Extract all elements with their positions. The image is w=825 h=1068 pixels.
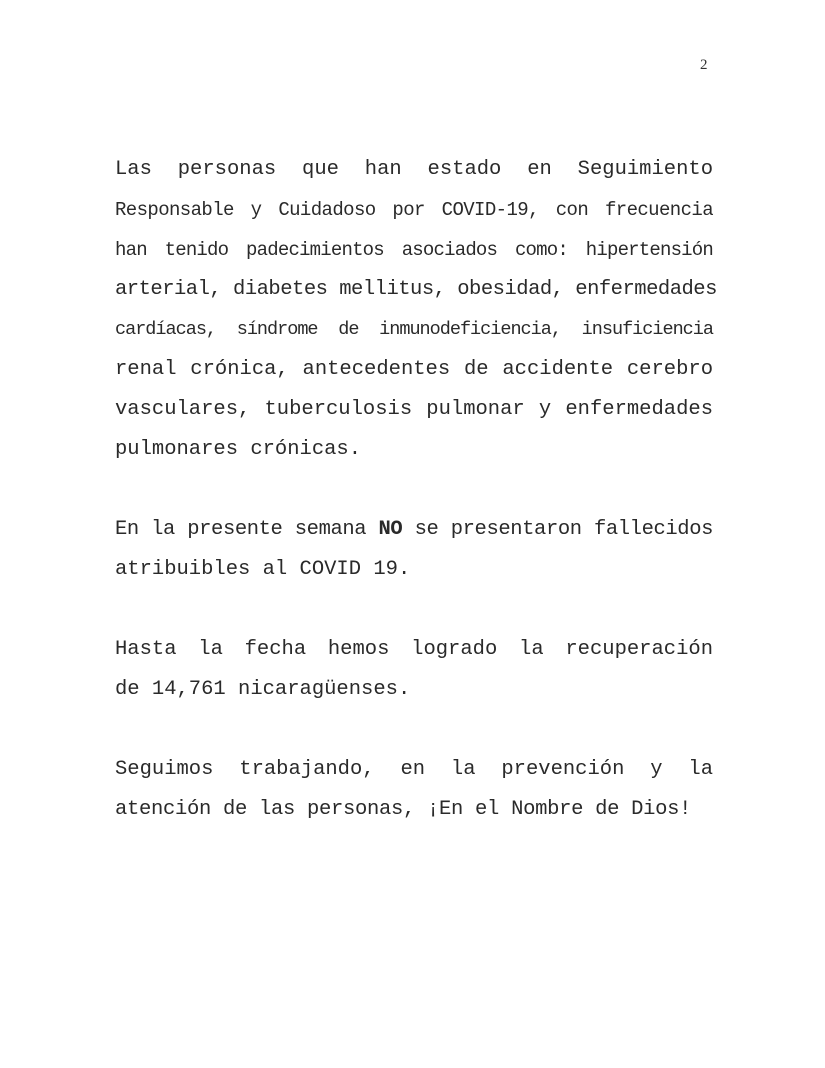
document-body	[115, 150, 717, 870]
text-line: pulmonares crónicas.	[115, 438, 362, 461]
paragraph-comorbidities	[115, 150, 717, 470]
text-line: de 14,761 nicaragüenses.	[115, 678, 411, 701]
text-segment: se presentaron fallecidos	[402, 518, 713, 541]
paragraph-closing	[115, 750, 713, 830]
text-line	[115, 510, 713, 550]
text-line: atención de las personas, ¡En el Nombre de Dios!	[115, 798, 692, 821]
text-line: Las personas que han estado en Seguimiento	[115, 158, 713, 181]
text-segment: En la presente semana	[115, 518, 379, 541]
paragraph-deaths	[115, 510, 713, 590]
text-line: vasculares, tuberculosis pulmonar y enfermedades	[115, 398, 713, 421]
emphasis-no: NO	[378, 518, 403, 541]
text-line: Hasta la fecha hemos logrado la recuperación	[115, 638, 713, 661]
text-line: arterial, diabetes mellitus, obesidad, enfermedades	[115, 278, 717, 301]
text-line: Responsable y Cuidadoso por COVID-19, con frecuencia	[115, 199, 713, 221]
text-line: han tenido padecimientos asociados como: hipertensión	[115, 239, 713, 261]
text-line: atribuibles al COVID 19.	[115, 558, 411, 581]
text-line: Seguimos trabajando, en la prevención y la	[115, 758, 713, 781]
page-number: 2	[700, 57, 708, 73]
text-line: renal crónica, antecedentes de accidente cerebro	[115, 358, 713, 381]
text-line: cardíacas, síndrome de inmunodeficiencia, insuficiencia	[115, 319, 713, 340]
paragraph-recoveries	[115, 630, 713, 710]
